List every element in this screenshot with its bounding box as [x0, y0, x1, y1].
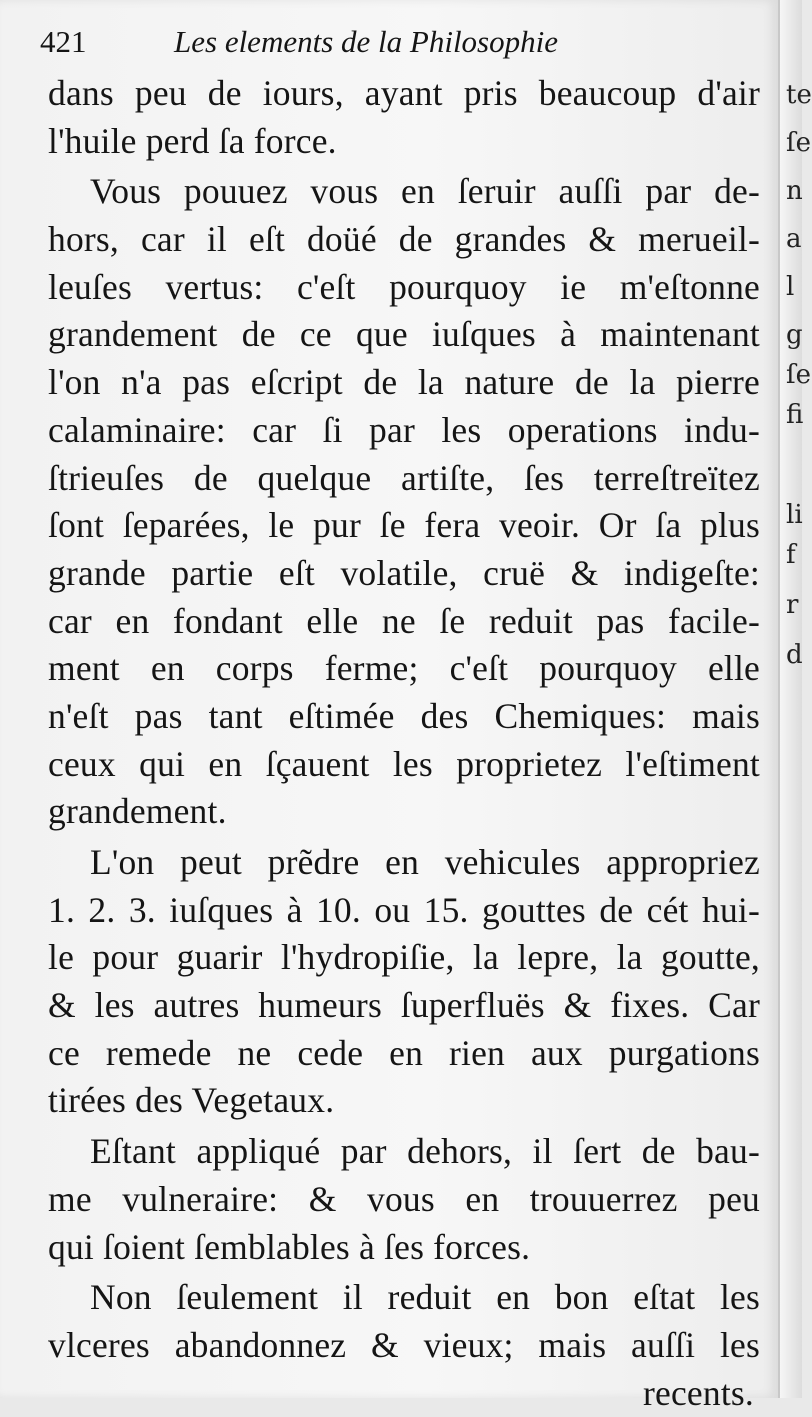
- text-line: le pour guarir l'hydropiſie, la lepre, la goutte,: [48, 937, 760, 978]
- facing-page-glyph: te: [786, 80, 812, 110]
- text-line: l'on n'a pas eſcript de la nature de la pierre: [48, 362, 760, 403]
- text-line: leuſes vertus: c'eſt pourquoy ie m'eſtonne: [48, 266, 760, 307]
- text-line: ment en corps ferme; c'eſt pourquoy elle: [48, 648, 760, 689]
- facing-page-glyph: fi: [786, 400, 804, 430]
- text-line: grande partie eſt volatile, cruë & indigeſte:: [48, 552, 760, 593]
- facing-page-glyph: ſe: [786, 360, 812, 390]
- text-line: grandement.: [48, 791, 227, 832]
- text-line: calaminaire: car ſi par les operations indu-: [48, 409, 760, 450]
- text-line: n'eſt pas tant eſtimée des Chemiques: mais: [48, 695, 760, 736]
- facing-page-glyph: l: [786, 272, 795, 302]
- facing-page-glyph: n: [786, 176, 803, 206]
- text-line: recents.: [643, 1372, 754, 1413]
- text-line: l'huile perd ſa force.: [48, 120, 337, 161]
- paragraph-first-line: Non ſeulement il reduit en bon eſtat les: [90, 1277, 760, 1318]
- text-line: ſtrieuſes de quelque artiſte, ſes terreſtreïtez: [48, 457, 760, 498]
- text-line: tirées des Vegetaux.: [48, 1080, 335, 1121]
- paragraph-first-line: Vous pouuez vous en ſeruir auſſi par de-: [90, 171, 760, 212]
- text-line: qui ſoient ſemblables à ſes forces.: [48, 1226, 531, 1267]
- facing-page-glyph: a: [786, 224, 802, 254]
- text-line: ce remede ne cede en rien aux purgations: [48, 1032, 760, 1073]
- paragraph-first-line: Eſtant appliqué par dehors, il ſert de bau-: [90, 1131, 760, 1172]
- text-line: ſont ſeparées, le pur ſe fera veoir. Or ſa plus: [48, 505, 760, 546]
- text-line: car en fondant elle ne ſe reduit pas facile-: [48, 600, 760, 641]
- text-line: grandement de ce que iuſques à maintenant: [48, 314, 760, 355]
- facing-page-glyph: d: [786, 640, 803, 670]
- facing-page-glyph: g: [786, 320, 803, 350]
- text-line: me vulneraire: & vous en trouuerrez peu: [48, 1178, 760, 1219]
- page-header: [40, 14, 760, 70]
- page-number: 421: [40, 24, 87, 59]
- facing-page-glyph: ſe: [786, 128, 812, 158]
- text-line: dans peu de iours, ayant pris beaucoup d'air: [48, 73, 760, 113]
- text-line: vlceres abandonnez & vieux; mais auſſi les: [48, 1324, 760, 1365]
- facing-page-edge: [778, 0, 812, 1398]
- text-line: & les autres humeurs ſuperfluës & fixes. Car: [48, 985, 760, 1026]
- facing-page-glyph: r: [786, 590, 799, 620]
- text-line: 1. 2. 3. iuſques à 10. ou 15. gouttes de cét hui-: [48, 889, 760, 930]
- page-text: [40, 14, 760, 1417]
- facing-page-glyph: li: [786, 500, 803, 530]
- running-title: Les elements de la Philosophie: [174, 24, 558, 59]
- paragraph-first-line: L'on peut prẽdre en vehicules appropriez: [90, 842, 760, 882]
- text-line: hors, car il eſt doüé de grandes & merueil-: [48, 219, 760, 260]
- facing-page-glyph: f: [786, 540, 796, 570]
- text-line: ceux qui en ſçauent les proprietez l'eſtiment: [48, 743, 760, 784]
